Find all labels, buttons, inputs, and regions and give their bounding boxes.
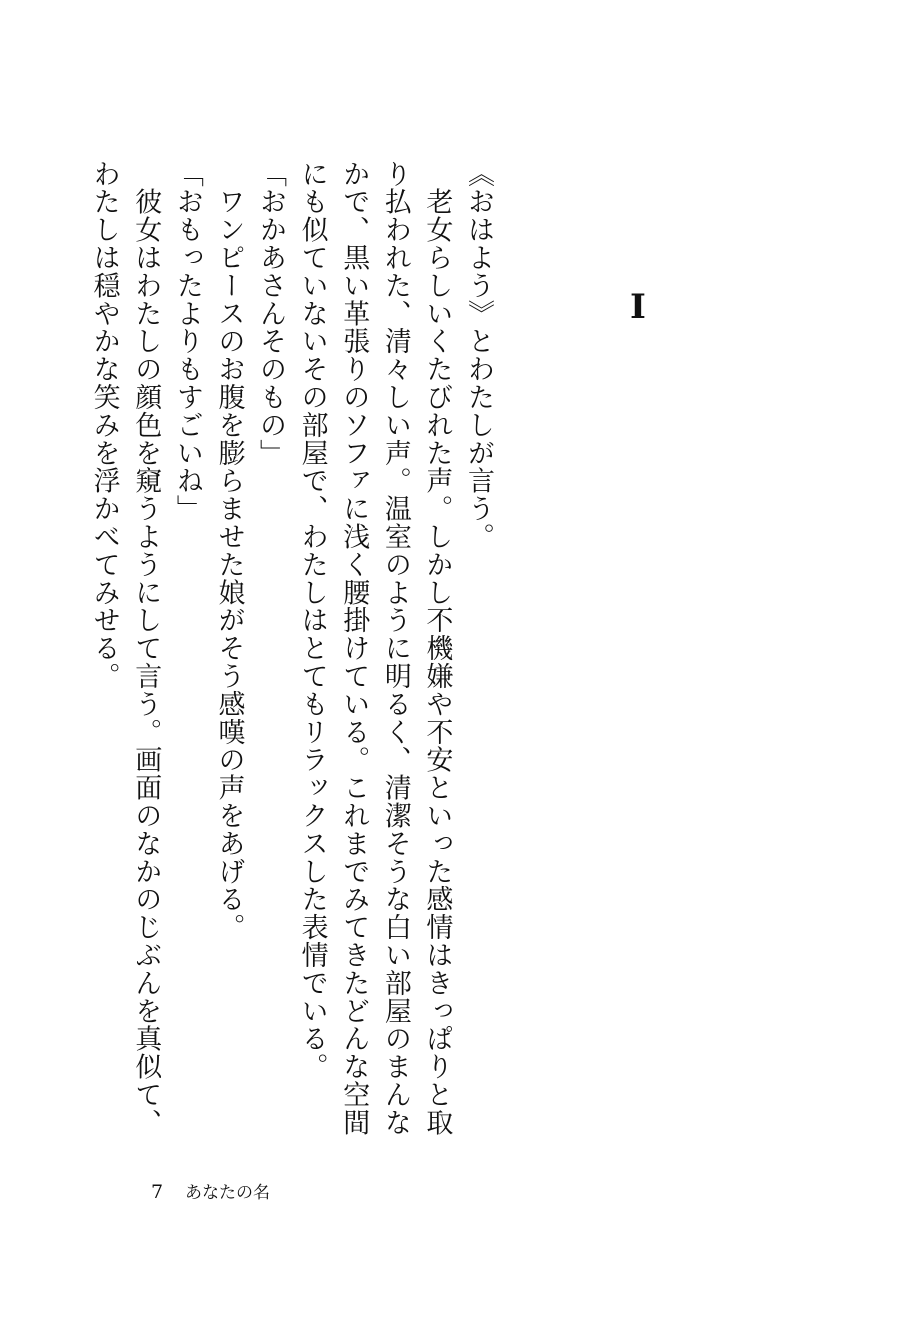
paragraph: 彼女はわたしの顔色を窺うようにして言う。画面のなかのじぶんを真似て、わたしは穏やかな笑みを浮かべてみせる。	[88, 160, 162, 1137]
paragraph: ワンピースのお腹を膨らませた娘がそう感嘆の声をあげる。	[213, 160, 245, 942]
paragraph: 「おもったよりもすごいね」	[171, 160, 203, 523]
body-text	[88, 160, 499, 1155]
page-number: 7	[151, 1181, 164, 1203]
running-title: あなたの名	[185, 1183, 271, 1203]
paragraph: 老女らしいくたびれた声。しかし不機嫌や不安といった感情はきっぱりと取り払われた、清々しい声。温室のように明るく、清潔そうな白い部屋のまんなかで、黒い革張りのソファに浅く腰掛けている。これまでみてきたどんな空間にも似ていないその部屋で、わたしはとてもリラックスした表情でいる。	[296, 160, 453, 1137]
paragraph: 《おはよう》とわたしが言う。	[463, 160, 494, 551]
chapter-mark: I	[630, 287, 646, 327]
page-footer	[151, 1183, 351, 1202]
paragraph: 「おかあさんそのもの」	[255, 160, 287, 467]
